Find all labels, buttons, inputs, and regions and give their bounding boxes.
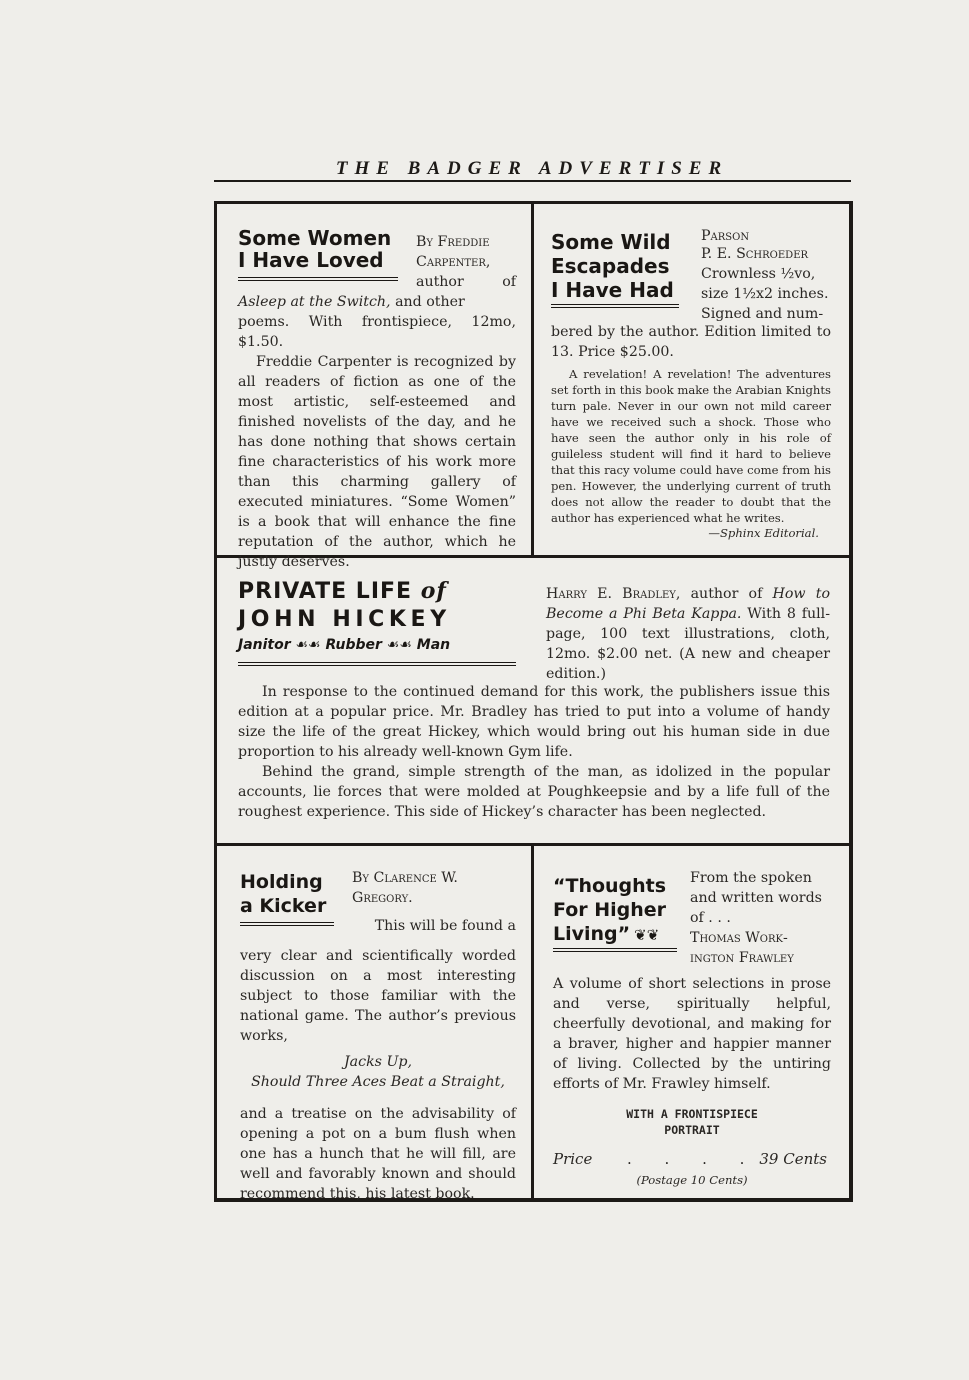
ad1-title-line1: Some Women: [238, 226, 392, 250]
page-header: THE BADGER ADVERTISER: [335, 158, 729, 179]
header-rule: [214, 180, 851, 182]
ad4-paragraph1: very clear and scientifically worded discussion on a most interesting subject to those familiar with the national game. The author’s previous works,: [240, 948, 516, 1044]
ad3-author: Harry E. Bradley,: [546, 586, 681, 602]
ad1-title-rule: [238, 277, 398, 281]
ad3-paragraph2: Behind the grand, simple strength of the man, as idolized in the popular accounts, lie forces that were molded at Poughkeepsie and by a life full of the roughest experience. This side of Hickey’s character has been neglected.: [238, 764, 830, 820]
ad5-title-line3: Living”: [553, 923, 631, 945]
ad5-side3: of . . .: [690, 910, 731, 926]
ad3-author-of: author of: [680, 586, 773, 602]
ad5-side4: Thomas Work-: [690, 930, 788, 946]
ad5-title-rule: [553, 948, 677, 952]
ad3-paragraph1: In response to the continued demand for this work, the publishers issue this edition at a popular price. Mr. Bradley has tried to put into a volume of handy size the life of the great Hickey, which would bring out his human side in due proportion to his already well-known Gym life.: [238, 684, 830, 760]
ad2-side2: P. E. Schroeder: [701, 246, 809, 262]
ad-frame: [214, 201, 853, 1202]
ad4-byline-a: By Clarence W.: [352, 870, 458, 886]
ad4-byline-b: Gregory.: [352, 890, 413, 906]
ad1-line2: poems. With frontispiece, 12mo, $1.50.: [238, 314, 516, 350]
ad5-side5: ington Frawley: [690, 950, 794, 966]
ad4-work2: Should Three Aces Beat a Straight,: [251, 1074, 505, 1090]
ad5-side-text: [690, 868, 834, 968]
ad5-ornament-icon: ❦❦: [634, 926, 660, 944]
ad3-title-line2: JOHN HICKEY: [238, 607, 451, 632]
ad5-frontis-line2: PORTRAIT: [664, 1123, 720, 1137]
ad-some-wild-escapades: [551, 226, 831, 540]
ad2-side5: Signed and num-: [701, 306, 824, 322]
ad3-book-title: How to Become a Phi Beta Kappa.: [546, 586, 830, 622]
ad5-price-label: Price: [553, 1150, 593, 1168]
ad2-side1: Parson: [701, 228, 750, 244]
ad4-side-text: [352, 868, 516, 936]
ad2-side3: Crownless ½vo,: [701, 266, 816, 282]
divider-vertical-bottom: [531, 846, 534, 1198]
ad5-title: [553, 874, 666, 947]
ad5-frontis-line1: WITH A FRONTISPIECE: [626, 1107, 758, 1121]
ad2-title-line3: I Have Had: [551, 278, 674, 302]
ad5-side1: From the spoken: [690, 870, 812, 886]
ad5-title-line1: “Thoughts: [553, 875, 667, 897]
ad2-title-line2: Escapades: [551, 254, 670, 278]
ad4-title-rule: [240, 922, 334, 926]
ad5-frontispiece: [553, 1106, 831, 1138]
ad2-title: [551, 230, 674, 302]
ad1-tail1: and other: [390, 294, 465, 310]
ad1-title-line2: I Have Loved: [238, 247, 384, 272]
ad4-title: [240, 870, 326, 918]
ad5-price-row: [553, 1150, 831, 1172]
ad2-continuation: bered by the author. Edition limited to 13. Price $25.00.: [551, 324, 831, 360]
ad1-paragraph: Freddie Carpenter is recognized by all readers of fiction as one of the most artistic, self-esteemed and finished novelists of the day, and he has done nothing that shows certain fine characteristics of his work more than this charming gallery of executed miniatures. “Some Women” is a book that will enhance the fine reputation of the author, which he justly deserves.: [238, 354, 516, 570]
ad-holding-a-kicker: [240, 868, 516, 1204]
ad2-attribution: —Sphinx Editorial.: [708, 526, 819, 540]
ad3-book-details: With 8 full-page, 100 text illustrations, cloth, 12mo. $2.00 net. (A new and cheaper edition.): [546, 606, 830, 682]
ad4-byline-c: This will be found a: [374, 918, 516, 934]
ad3-title-of: of: [420, 578, 447, 604]
ad4-paragraph2: and a treatise on the advisability of opening a pot on a bum flush when one has a hunch that he will fill, are well and favorably known and should recommend this, his latest book.: [240, 1106, 516, 1202]
ad-thoughts-higher-living: [553, 868, 831, 1188]
ad5-postage: (Postage 10 Cents): [636, 1173, 748, 1187]
ad3-details: [546, 584, 830, 684]
ad3-title-line1: PRIVATE LIFE: [238, 579, 413, 604]
ad1-byline-a: By Freddie: [416, 234, 490, 250]
ad5-price-dots: . . . .: [627, 1150, 759, 1168]
ad5-paragraph: A volume of short selections in prose and verse, spiritually helpful, cheerfully devotional, and making for a braver, higher and happier manner of living. Collected by the untiring efforts of Mr. Frawley himself.: [553, 976, 831, 1092]
ad1-book-title: Asleep at the Switch,: [238, 294, 391, 310]
ad2-quote: A revelation! A revelation! The adventures set forth in this book make the Arabian Knights turn pale. Never in our own not mild career have we received such a shock. Those who have seen the author only in his role of guileless student will find it hard to believe that this racy volume could have come from his pen. However, the underlying current of truth does not allow the reader to doubt that the author has experienced what he writes.: [551, 367, 831, 525]
ad4-title-line2: a Kicker: [240, 895, 327, 917]
ad2-side-text: [701, 226, 833, 324]
ad4-work1: Jacks Up,: [343, 1054, 413, 1070]
ad-some-women: [238, 226, 516, 572]
ad5-price-value: 39 Cents: [759, 1150, 827, 1168]
ad2-title-rule: [551, 304, 679, 308]
ad2-side4: size 1½x2 inches.: [701, 286, 829, 302]
ad5-side2: and written words: [690, 890, 822, 906]
ad-private-life-john-hickey: [238, 576, 830, 822]
ad5-title-line2: For Higher: [553, 899, 667, 921]
ad3-title-rule: [238, 662, 516, 666]
ad1-title: [238, 228, 391, 271]
ad4-title-line1: Holding: [240, 871, 323, 893]
ad3-title-line1-wrap: [238, 580, 447, 604]
ad2-title-line1: Some Wild: [551, 230, 671, 254]
ad1-byline-c: author of: [416, 274, 516, 290]
ad1-byline-b: Carpenter,: [416, 254, 491, 270]
divider-vertical-top: [531, 204, 534, 555]
ad3-subtitle: Janitor ☙☙ Rubber ☙☙ Man: [238, 637, 451, 653]
